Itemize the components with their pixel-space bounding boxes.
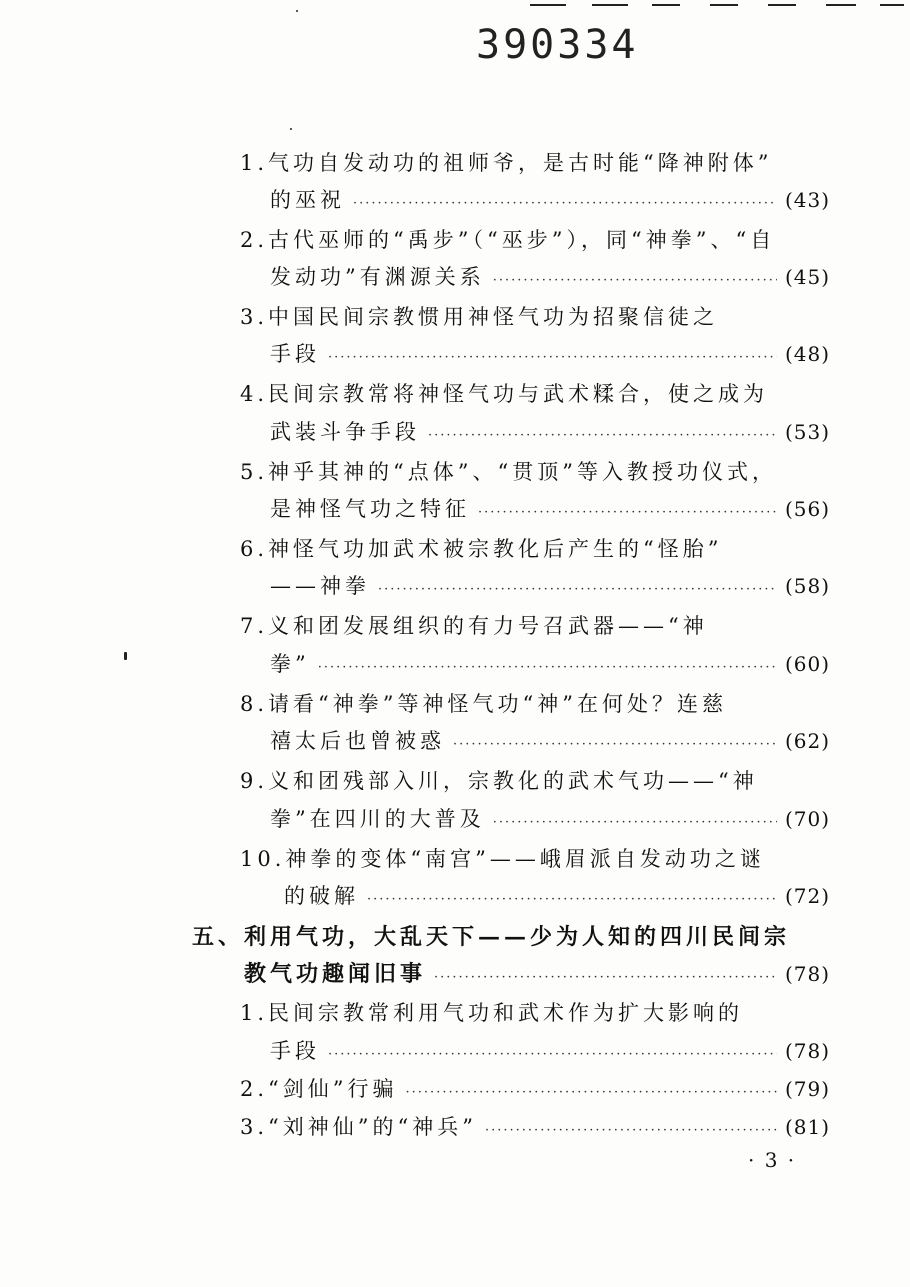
page-number-footer: · 3 · bbox=[748, 1148, 797, 1172]
toc-entry-line1[interactable] bbox=[240, 1073, 830, 1103]
toc-entry-line1 bbox=[240, 843, 765, 873]
toc-entry-title-cont: 手段 bbox=[270, 342, 320, 366]
dot-leader bbox=[406, 1085, 777, 1100]
scan-speck bbox=[290, 128, 292, 130]
toc-entry-number: 2. bbox=[240, 228, 269, 252]
toc-page-number: (72) bbox=[784, 884, 830, 908]
dot-leader bbox=[353, 196, 777, 211]
toc-entry-line1 bbox=[240, 997, 743, 1027]
toc-entry-title: 神拳的变体“南宫”——峨眉派自发动功之谜 bbox=[285, 847, 765, 871]
toc-entry-line1 bbox=[240, 688, 727, 718]
toc-entry-number: 7. bbox=[240, 614, 269, 638]
toc-page-number: (70) bbox=[784, 807, 830, 831]
dot-leader bbox=[453, 737, 777, 752]
toc-entry-title-cont: ——神拳 bbox=[270, 574, 370, 598]
toc-section-number: 五、 bbox=[192, 924, 245, 950]
toc-entry-title-cont: 的破解 bbox=[284, 884, 359, 908]
toc-entry-title: 中国民间宗教惯用神怪气功为招聚信徒之 bbox=[268, 305, 719, 329]
toc-entry-title-cont: 武装斗争手段 bbox=[270, 420, 420, 444]
toc-entry-title-cont: 拳”在四川的大普及 bbox=[270, 807, 485, 831]
toc-section-title-cont: 教气功趣闻旧事 bbox=[244, 961, 427, 987]
toc-entry-title: 神乎其神的“点体”、“贯顶”等入教授功仪式， bbox=[268, 460, 777, 484]
toc-entry-title: 请看“神拳”等神怪气功“神”在何处？连慈 bbox=[268, 692, 727, 716]
toc-entry-line2[interactable] bbox=[270, 648, 830, 678]
toc-entry-line1 bbox=[240, 533, 723, 563]
toc-entry-line1[interactable] bbox=[240, 1111, 830, 1141]
toc-entry-line2[interactable] bbox=[270, 184, 830, 214]
toc-entry-line2[interactable] bbox=[270, 493, 830, 523]
toc-entry-title: 古代巫师的“禹步”（“巫步”），同“神拳”、“自 bbox=[268, 228, 776, 252]
toc-page-number: (43) bbox=[784, 188, 830, 212]
toc-entry-line2[interactable] bbox=[270, 416, 830, 446]
toc-entry-number: 4. bbox=[240, 382, 269, 406]
toc-entry-line1 bbox=[240, 378, 768, 408]
toc-page-number: (79) bbox=[784, 1077, 830, 1101]
toc-entry-number: 6. bbox=[240, 537, 269, 561]
toc-entry-line2[interactable] bbox=[270, 803, 830, 833]
toc-entry-line1 bbox=[240, 765, 758, 795]
toc-page-number: (45) bbox=[784, 265, 830, 289]
toc-page-number: (81) bbox=[784, 1115, 830, 1139]
dot-leader bbox=[378, 582, 777, 597]
toc-entry-line1 bbox=[240, 456, 777, 486]
toc-page-number: (78) bbox=[784, 1039, 830, 1063]
dot-leader bbox=[434, 970, 777, 985]
toc-entry-line1 bbox=[240, 224, 775, 254]
toc-entry-title-cont: 拳” bbox=[270, 652, 310, 676]
toc-entry-line2[interactable] bbox=[270, 1035, 830, 1065]
toc-entry-line2[interactable] bbox=[270, 338, 830, 368]
toc-entry-title: 义和团发展组织的有力号召武器——“神 bbox=[268, 614, 708, 638]
page-stamp-number: 390334 bbox=[476, 22, 639, 68]
toc-entry-title-cont: 的巫祝 bbox=[270, 188, 345, 212]
toc-entry-title-cont: 是神怪气功之特征 bbox=[270, 497, 470, 521]
toc-page-number: (60) bbox=[784, 652, 830, 676]
toc-page-number: (78) bbox=[784, 962, 830, 986]
toc-entry-title-cont: 禧太后也曾被惑 bbox=[270, 729, 445, 753]
dot-leader bbox=[478, 505, 777, 520]
toc-entry-number: 3. bbox=[240, 305, 269, 329]
toc-entry-title: “剑仙”行骗 bbox=[268, 1077, 398, 1101]
dot-leader bbox=[367, 892, 777, 907]
dot-leader bbox=[485, 1123, 777, 1138]
toc-page-number: (58) bbox=[784, 574, 830, 598]
scan-speck bbox=[124, 652, 127, 660]
toc-entry-number: 10. bbox=[240, 847, 286, 871]
dot-leader bbox=[328, 1047, 777, 1062]
toc-entry-title: 气功自发动功的祖师爷，是古时能“降神附体” bbox=[268, 151, 773, 175]
toc-entry-number: 2. bbox=[240, 1077, 269, 1101]
toc-entry-title: 民间宗教常利用气功和武术作为扩大影响的 bbox=[268, 1001, 744, 1025]
toc-section-title: 利用气功，大乱天下——少为人知的四川民间宗 bbox=[244, 924, 791, 950]
toc-entry-line1 bbox=[240, 147, 773, 177]
toc-entry-number: 1. bbox=[240, 151, 269, 175]
dot-leader bbox=[493, 273, 777, 288]
dot-leader bbox=[428, 428, 777, 443]
dot-leader bbox=[328, 350, 777, 365]
toc-entry-number: 5. bbox=[240, 460, 269, 484]
toc-entry-line2[interactable] bbox=[270, 570, 830, 600]
toc-entry-number: 1. bbox=[240, 1001, 269, 1025]
toc-entry-number: 8. bbox=[240, 692, 269, 716]
toc-entry-title-cont: 发动功”有渊源关系 bbox=[270, 265, 485, 289]
toc-entry-line2[interactable] bbox=[270, 725, 830, 755]
toc-page-number: (53) bbox=[784, 420, 830, 444]
toc-page-number: (62) bbox=[784, 729, 830, 753]
toc-entry-title: 义和团残部入川，宗教化的武术气功——“神 bbox=[268, 769, 758, 793]
toc-page-number: (48) bbox=[784, 342, 830, 366]
toc-section-line2[interactable] bbox=[244, 957, 830, 988]
toc-page-number: (56) bbox=[784, 497, 830, 521]
toc-entry-number: 9. bbox=[240, 769, 269, 793]
dot-leader bbox=[493, 815, 777, 830]
dot-leader bbox=[318, 660, 777, 675]
toc-entry-title: “刘神仙”的“神兵” bbox=[268, 1115, 477, 1139]
scan-speck bbox=[296, 10, 298, 12]
toc-entry-number: 3. bbox=[240, 1115, 269, 1139]
toc-entry-line1 bbox=[240, 301, 718, 331]
toc-entry-title: 民间宗教常将神怪气功与武术糅合，使之成为 bbox=[268, 382, 769, 406]
toc-section-line1 bbox=[192, 920, 790, 951]
toc-entry-line2[interactable] bbox=[270, 261, 830, 291]
toc-entry-title: 神怪气功加武术被宗教化后产生的“怪胎” bbox=[268, 537, 723, 561]
toc-entry-title-cont: 手段 bbox=[270, 1039, 320, 1063]
toc-entry-line2[interactable] bbox=[284, 880, 830, 910]
toc-entry-line1 bbox=[240, 610, 708, 640]
